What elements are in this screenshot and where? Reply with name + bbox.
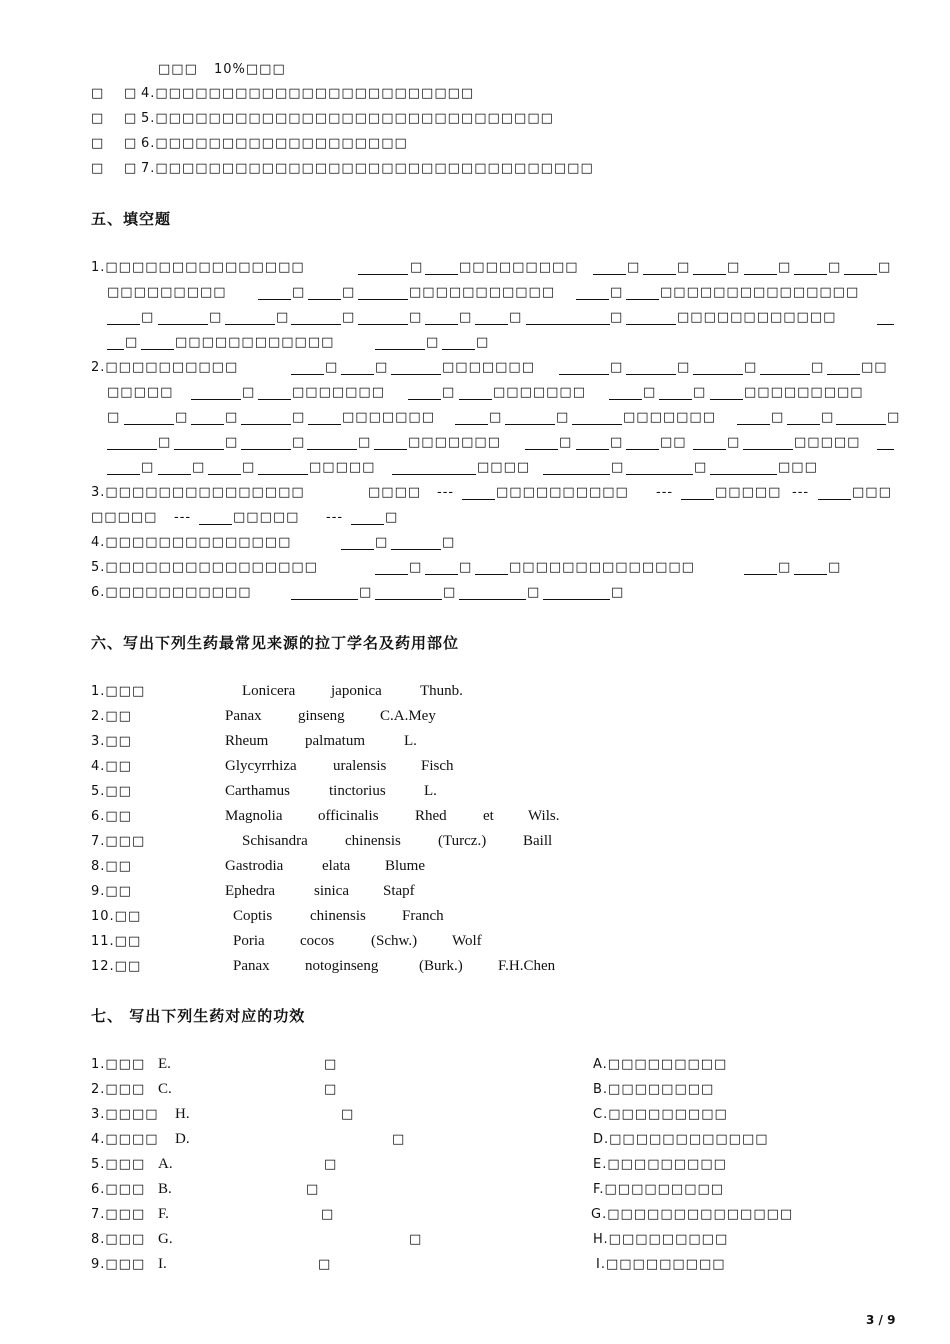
latin-word: Lonicera [242, 683, 296, 699]
separator: □ [828, 260, 842, 275]
answer-mark: □ [392, 1132, 406, 1147]
fill-blank[interactable] [459, 399, 492, 400]
drug-name: 6.□□ [91, 809, 132, 824]
fill-blank[interactable] [425, 274, 458, 275]
continuation-text: 10%□□□ [214, 62, 286, 77]
separator: □ [610, 435, 624, 450]
fill-blank[interactable] [877, 324, 894, 325]
fill-blank[interactable] [626, 374, 676, 375]
answer-letter: D. [175, 1131, 190, 1147]
fill-blank[interactable] [241, 449, 291, 450]
latin-word: Glycyrrhiza [225, 758, 297, 774]
question-text: □□□□□ [107, 385, 174, 400]
separator: □ [643, 385, 657, 400]
separator: □ [443, 585, 457, 600]
question-text: □□□□ [368, 485, 422, 500]
separator: □ [556, 410, 570, 425]
separator: □ [442, 385, 456, 400]
fill-blank[interactable] [425, 574, 458, 575]
fill-blank[interactable] [291, 324, 341, 325]
latin-word: ginseng [298, 708, 345, 724]
fill-blank[interactable] [844, 274, 877, 275]
latin-word: Poria [233, 933, 265, 949]
fill-blank[interactable] [307, 449, 357, 450]
separator: □ [878, 260, 892, 275]
fill-blank[interactable] [643, 274, 676, 275]
separator: □ [209, 310, 223, 325]
question-text: □□□□□□□□□□ [496, 485, 629, 500]
separator: □ [125, 335, 139, 350]
separator: □ [242, 385, 256, 400]
question-text: □□ [660, 435, 687, 450]
question-text: □□□□□□□□□□□□ [175, 335, 335, 350]
question-text: 4.□□□□□□□□□□□□□□ [91, 535, 292, 550]
separator: □ [509, 310, 523, 325]
fill-blank[interactable] [341, 374, 374, 375]
separator: □ [409, 560, 423, 575]
drug-name: 2.□□ [91, 709, 132, 724]
fill-blank[interactable] [351, 524, 384, 525]
latin-word: Stapf [383, 883, 415, 899]
fill-blank[interactable] [392, 474, 476, 475]
fill-blank[interactable] [391, 549, 441, 550]
separator: □ [375, 535, 389, 550]
answer-letter: A. [158, 1156, 173, 1172]
latin-word: Coptis [233, 908, 273, 924]
fill-blank[interactable] [191, 399, 241, 400]
separator: □ [158, 435, 172, 450]
fill-blank[interactable] [459, 599, 526, 600]
question-text: □□□□□□□ [442, 360, 535, 375]
fill-blank[interactable] [572, 424, 622, 425]
separator: □ [276, 310, 290, 325]
latin-word: Magnolia [225, 808, 283, 824]
answer-letter: I. [158, 1256, 167, 1272]
question-text: □□□□ [477, 460, 531, 475]
separator: □ [107, 410, 121, 425]
question-text: 1.□□□□□□□□□□□□□□□ [91, 260, 305, 275]
question-text: □□□□□□□□□□□□□□ [509, 560, 695, 575]
separator: □ [610, 285, 624, 300]
latin-word: Franch [402, 908, 444, 924]
efficacy-option: H.□□□□□□□□□ [593, 1232, 729, 1247]
question-text: □□□ [852, 485, 892, 500]
judgement-item: 6.□□□□□□□□□□□□□□□□□□□ [141, 136, 408, 151]
paren-left: □ [91, 111, 105, 126]
answer-mark: □ [324, 1082, 338, 1097]
separator: □ [821, 410, 835, 425]
separator: □ [627, 260, 641, 275]
separator: □ [225, 410, 239, 425]
fill-blank[interactable] [391, 374, 441, 375]
separator: □ [292, 410, 306, 425]
separator: □ [325, 360, 339, 375]
separator: □ [175, 410, 189, 425]
latin-word: C.A.Mey [380, 708, 436, 724]
question-text: □□□□□□□□□□□□□□□ [660, 285, 860, 300]
fill-blank[interactable] [593, 274, 626, 275]
paren-right: □ [124, 86, 138, 101]
drug-name: 12.□□ [91, 959, 142, 974]
fill-blank[interactable] [141, 349, 174, 350]
fill-blank[interactable] [107, 449, 157, 450]
fill-blank[interactable] [475, 574, 508, 575]
fill-blank[interactable] [576, 299, 609, 300]
judgement-item: 5.□□□□□□□□□□□□□□□□□□□□□□□□□□□□□□ [141, 111, 554, 126]
fill-blank[interactable] [308, 424, 341, 425]
fill-blank[interactable] [291, 599, 358, 600]
question-text: □□□□□□□ [292, 385, 385, 400]
latin-word: Wils. [528, 808, 560, 824]
latin-word: officinalis [318, 808, 379, 824]
fill-blank[interactable] [258, 474, 308, 475]
latin-word: Schisandra [242, 833, 308, 849]
latin-word: uralensis [333, 758, 387, 774]
separator: □ [693, 385, 707, 400]
drug-name: 9.□□□ [91, 1257, 146, 1272]
separator: □ [225, 435, 239, 450]
answer-mark: □ [321, 1207, 335, 1222]
separator: □ [677, 360, 691, 375]
answer-letter: G. [158, 1231, 173, 1247]
latin-word: (Turcz.) [438, 833, 487, 849]
efficacy-option: E.□□□□□□□□□ [593, 1157, 727, 1172]
latin-word: Wolf [452, 933, 482, 949]
separator: □ [771, 410, 785, 425]
fill-blank[interactable] [794, 274, 827, 275]
question-text: □□□ [778, 460, 818, 475]
latin-word: et [483, 808, 494, 824]
efficacy-option: F.□□□□□□□□□ [593, 1182, 725, 1197]
separator: □ [442, 535, 456, 550]
fill-blank[interactable] [626, 299, 659, 300]
fill-blank[interactable] [124, 424, 174, 425]
dash-marker: --- [174, 510, 192, 525]
drug-name: 1.□□□ [91, 684, 146, 699]
paren-right: □ [124, 161, 138, 176]
fill-blank[interactable] [107, 474, 140, 475]
fill-blank[interactable] [543, 599, 610, 600]
fill-blank[interactable] [710, 474, 777, 475]
latin-word: Fisch [421, 758, 454, 774]
efficacy-option: D.□□□□□□□□□□□□ [593, 1132, 769, 1147]
separator: □ [426, 335, 440, 350]
drug-name: 5.□□ [91, 784, 132, 799]
answer-letter: H. [175, 1106, 190, 1122]
efficacy-option: I.□□□□□□□□□ [596, 1257, 726, 1272]
paren-right: □ [124, 111, 138, 126]
drug-name: 8.□□□ [91, 1232, 146, 1247]
latin-word: cocos [300, 933, 335, 949]
question-text: 5.□□□□□□□□□□□□□□□□ [91, 560, 318, 575]
fill-blank[interactable] [174, 449, 224, 450]
fill-blank[interactable] [827, 374, 860, 375]
fill-blank[interactable] [158, 324, 208, 325]
fill-blank[interactable] [375, 574, 408, 575]
answer-mark: □ [409, 1232, 423, 1247]
question-text: □□□□□□□□□ [107, 285, 227, 300]
fill-blank[interactable] [258, 399, 291, 400]
separator: □ [887, 410, 901, 425]
fill-blank[interactable] [107, 324, 140, 325]
fill-blank[interactable] [877, 449, 894, 450]
fill-blank[interactable] [743, 449, 793, 450]
fill-blank[interactable] [626, 449, 659, 450]
fill-blank[interactable] [358, 324, 408, 325]
efficacy-option: G.□□□□□□□□□□□□□□ [591, 1207, 794, 1222]
latin-word: elata [322, 858, 351, 874]
separator: □ [476, 335, 490, 350]
fill-blank[interactable] [543, 474, 610, 475]
separator: □ [459, 560, 473, 575]
fill-blank[interactable] [462, 499, 495, 500]
drug-name: 1.□□□ [91, 1057, 146, 1072]
question-text: 6.□□□□□□□□□□□ [91, 585, 252, 600]
fill-blank[interactable] [559, 374, 609, 375]
fill-blank[interactable] [375, 599, 442, 600]
fill-blank[interactable] [526, 324, 610, 325]
drug-name: 11.□□ [91, 934, 142, 949]
latin-word: Thunb. [420, 683, 463, 699]
question-text: □□□□□□□□□□□ [409, 285, 556, 300]
fill-blank[interactable] [199, 524, 232, 525]
separator: □ [744, 360, 758, 375]
separator: □ [242, 460, 256, 475]
fill-blank[interactable] [626, 474, 693, 475]
fill-blank[interactable] [258, 299, 291, 300]
latin-word: F.H.Chen [498, 958, 556, 974]
question-text: □□ [861, 360, 888, 375]
separator: □ [677, 260, 691, 275]
separator: □ [141, 460, 155, 475]
separator: □ [342, 310, 356, 325]
question-text: □□□□□ [794, 435, 861, 450]
fill-blank[interactable] [787, 424, 820, 425]
drug-name: 7.□□□ [91, 1207, 146, 1222]
question-text: □□□□□ [233, 510, 300, 525]
question-text: □□□□□□□ [408, 435, 501, 450]
latin-word: notoginseng [305, 958, 379, 974]
answer-mark: □ [324, 1057, 338, 1072]
fill-blank[interactable] [609, 399, 642, 400]
drug-name: 9.□□ [91, 884, 132, 899]
separator: □ [192, 460, 206, 475]
separator: □ [611, 585, 625, 600]
drug-name: 5.□□□ [91, 1157, 146, 1172]
fill-blank[interactable] [225, 324, 275, 325]
drug-name: 6.□□□ [91, 1182, 146, 1197]
separator: □ [610, 310, 624, 325]
fill-blank[interactable] [737, 424, 770, 425]
question-text: □□□□□□□ [342, 410, 435, 425]
fill-blank[interactable] [408, 399, 441, 400]
efficacy-option: B.□□□□□□□□ [593, 1082, 715, 1097]
fill-blank[interactable] [681, 499, 714, 500]
fill-blank[interactable] [710, 399, 743, 400]
latin-word: (Schw.) [371, 933, 418, 949]
question-text: □□□□□□□□□ [459, 260, 579, 275]
separator: □ [141, 310, 155, 325]
dash-marker: --- [326, 510, 344, 525]
latin-word: Rheum [225, 733, 269, 749]
fill-blank[interactable] [475, 324, 508, 325]
fill-blank[interactable] [442, 349, 475, 350]
paren-left: □ [91, 136, 105, 151]
section-heading: 七、 写出下列生药对应的功效 [91, 1007, 306, 1025]
fill-blank[interactable] [208, 474, 241, 475]
fill-blank[interactable] [455, 424, 488, 425]
latin-word: Ephedra [225, 883, 275, 899]
fill-blank[interactable] [744, 574, 777, 575]
fill-blank[interactable] [659, 399, 692, 400]
separator: □ [610, 360, 624, 375]
question-text: □□□□□ [715, 485, 782, 500]
question-text: □□□□□□□ [493, 385, 586, 400]
answer-letter: C. [158, 1081, 172, 1097]
separator: □ [292, 285, 306, 300]
fill-blank[interactable] [291, 374, 324, 375]
dash-marker: --- [792, 485, 810, 500]
judgement-item: 4.□□□□□□□□□□□□□□□□□□□□□□□□ [141, 86, 475, 101]
fill-blank[interactable] [191, 424, 224, 425]
latin-word: Baill [523, 833, 553, 849]
fill-blank[interactable] [693, 449, 726, 450]
separator: □ [292, 435, 306, 450]
latin-word: sinica [314, 883, 349, 899]
fill-blank[interactable] [818, 499, 851, 500]
fill-blank[interactable] [425, 324, 458, 325]
answer-letter: E. [158, 1056, 171, 1072]
fill-blank[interactable] [308, 299, 341, 300]
separator: □ [385, 510, 399, 525]
separator: □ [811, 360, 825, 375]
dash-marker: --- [656, 485, 674, 500]
latin-word: tinctorius [329, 783, 386, 799]
fill-blank[interactable] [794, 574, 827, 575]
separator: □ [727, 435, 741, 450]
latin-word: Carthamus [225, 783, 290, 799]
question-text: □□□□□□□ [623, 410, 716, 425]
answer-mark: □ [306, 1182, 320, 1197]
drug-name: 7.□□□ [91, 834, 146, 849]
fill-blank[interactable] [626, 324, 676, 325]
question-text: □□□□□ [309, 460, 376, 475]
separator: □ [527, 585, 541, 600]
question-text: 2.□□□□□□□□□□ [91, 360, 239, 375]
latin-word: L. [424, 783, 437, 799]
separator: □ [358, 435, 372, 450]
question-text: □□□□□□□□□□□□ [677, 310, 837, 325]
fill-blank[interactable] [693, 374, 743, 375]
drug-name: 4.□□□□ [91, 1132, 159, 1147]
question-text: □□□□□□□□□ [744, 385, 864, 400]
fill-blank[interactable] [107, 349, 124, 350]
separator: □ [611, 460, 625, 475]
latin-word: chinensis [310, 908, 366, 924]
fill-blank[interactable] [358, 299, 408, 300]
fill-blank[interactable] [358, 274, 408, 275]
judgement-item: 7.□□□□□□□□□□□□□□□□□□□□□□□□□□□□□□□□□ [141, 161, 594, 176]
separator: □ [727, 260, 741, 275]
latin-word: japonica [331, 683, 382, 699]
page-number: 3 / 9 [866, 1313, 896, 1327]
separator: □ [489, 410, 503, 425]
fill-blank[interactable] [375, 349, 425, 350]
fill-blank[interactable] [836, 424, 886, 425]
separator: □ [778, 560, 792, 575]
drug-name: 8.□□ [91, 859, 132, 874]
paren-left: □ [91, 161, 105, 176]
answer-letter: B. [158, 1181, 172, 1197]
latin-word: Panax [225, 708, 262, 724]
latin-word: Panax [233, 958, 270, 974]
separator: □ [459, 310, 473, 325]
fill-blank[interactable] [341, 549, 374, 550]
latin-word: Gastrodia [225, 858, 284, 874]
separator: □ [375, 360, 389, 375]
question-text: 3.□□□□□□□□□□□□□□□ [91, 485, 305, 500]
latin-word: Blume [385, 858, 425, 874]
efficacy-option: A.□□□□□□□□□ [593, 1057, 728, 1072]
separator: □ [410, 260, 424, 275]
drug-name: 4.□□ [91, 759, 132, 774]
continuation-text: □□□ [158, 62, 198, 77]
fill-blank[interactable] [505, 424, 555, 425]
paren-right: □ [124, 136, 138, 151]
separator: □ [559, 435, 573, 450]
fill-blank[interactable] [576, 449, 609, 450]
question-text: □□□□□ [91, 510, 158, 525]
latin-word: Rhed [415, 808, 447, 824]
efficacy-option: C.□□□□□□□□□ [593, 1107, 728, 1122]
latin-word: palmatum [305, 733, 365, 749]
fill-blank[interactable] [744, 274, 777, 275]
fill-blank[interactable] [760, 374, 810, 375]
separator: □ [778, 260, 792, 275]
fill-blank[interactable] [693, 274, 726, 275]
fill-blank[interactable] [158, 474, 191, 475]
fill-blank[interactable] [374, 449, 407, 450]
latin-word: (Burk.) [419, 958, 463, 974]
drug-name: 2.□□□ [91, 1082, 146, 1097]
answer-mark: □ [341, 1107, 355, 1122]
drug-name: 3.□□□□ [91, 1107, 159, 1122]
fill-blank[interactable] [525, 449, 558, 450]
separator: □ [694, 460, 708, 475]
paren-left: □ [91, 86, 105, 101]
separator: □ [359, 585, 373, 600]
answer-mark: □ [318, 1257, 332, 1272]
separator: □ [828, 560, 842, 575]
answer-mark: □ [324, 1157, 338, 1172]
latin-word: L. [404, 733, 417, 749]
separator: □ [342, 285, 356, 300]
section-heading: 五、填空题 [91, 210, 172, 228]
latin-word: chinensis [345, 833, 401, 849]
answer-letter: F. [158, 1206, 169, 1222]
separator: □ [409, 310, 423, 325]
drug-name: 3.□□ [91, 734, 132, 749]
section-heading: 六、写出下列生药最常见来源的拉丁学名及药用部位 [91, 634, 460, 652]
fill-blank[interactable] [241, 424, 291, 425]
drug-name: 10.□□ [91, 909, 142, 924]
dash-marker: --- [437, 485, 455, 500]
